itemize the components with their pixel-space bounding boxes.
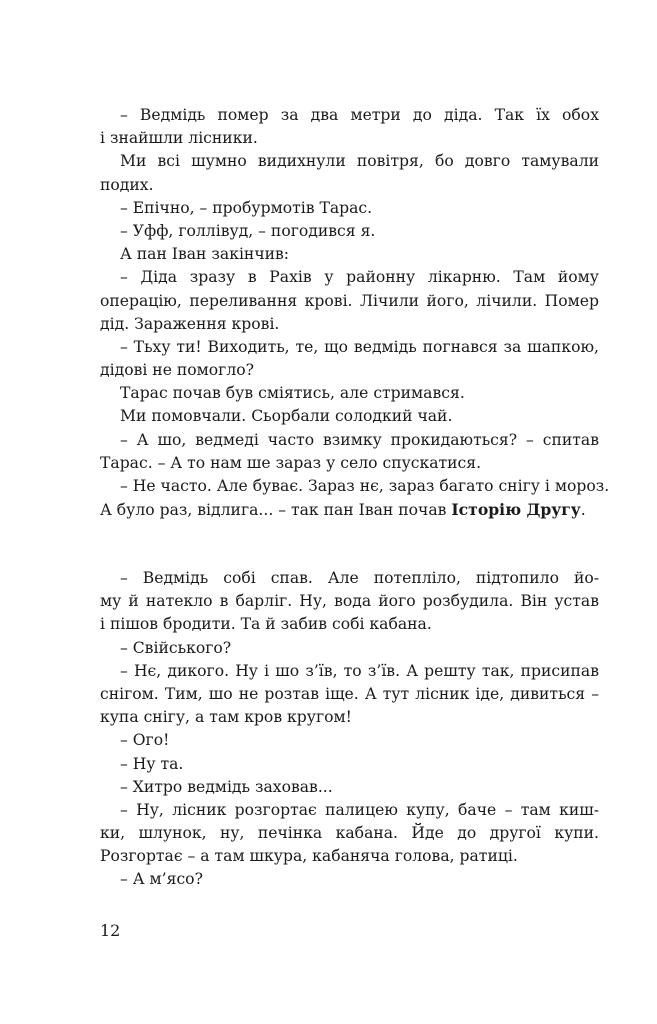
line-text: – Ведмідь собі спав. Але потепліло, підтопило йо- [120,569,599,587]
text-line [100,776,599,799]
text-line [100,498,599,521]
line-text: дід. Зараження крові. [100,314,280,333]
line-text: – Уфф, голлівуд, – погодився я. [120,221,376,240]
text-line [100,613,599,636]
line-text: – Тьху ти! Виходить, те, що ведмідь погнався за шапкою, [120,337,599,356]
line-text: – Ого! [120,731,170,750]
line-text: – Епічно, – пробурмотів Тарас. [120,198,373,217]
text-line [100,868,599,891]
line-text: подих. [100,175,154,194]
line-text: ки, шлунок, ну, печінка кабана. Йде до другої купи. [100,824,599,843]
line-text: – Діда зразу в Рахів у районну лікарню. Там йому [120,268,599,287]
line-text: – Свійського? [120,638,232,657]
line-text: і пішов бродити. Та й забив собі кабана. [100,615,432,634]
text-line [100,567,599,590]
line-text: і знайшли лісники. [100,129,258,148]
line-text: – Ну та. [120,754,184,773]
line-text: – Хитро ведмідь заховав... [120,777,333,796]
text-line [100,729,599,752]
text-line [100,405,599,428]
line-text: Тарас. – А то нам ше зараз у село спускатися. [100,453,482,472]
text-line [100,220,599,243]
text-line [100,382,599,405]
line-text: операцію, переливання крові. Лічили його, лічили. Помер [100,291,599,310]
story-title-bold: Історію Другу [451,500,581,520]
line-text: Ми всі шумно видихнули повітря, бо довго тамували [120,152,599,171]
line-text: – Нє, дикого. Ну і шо з’їв, то з’їв. А решту так, присипав [120,661,599,680]
text-line [100,174,599,197]
text-line [100,822,599,845]
text-line [100,104,599,127]
line-text: Тарас почав був сміятись, але стримався. [120,384,465,403]
line-text: – А м’ясо? [120,870,203,889]
text-line [100,266,599,289]
text-line [100,590,599,613]
text-line [100,845,599,868]
line-text: А пан Іван закінчив: [120,245,290,264]
text-line [100,683,599,706]
text-line [100,637,599,660]
text-line [100,359,599,382]
line-text: – Не часто. Але буває. Зараз нє, зараз багато снігу і мороз. [120,477,610,495]
line-text: А було раз, відлига... – так пан Іван почав [100,501,447,520]
text-line [100,336,599,359]
text-line [100,429,599,452]
text-line [100,313,599,336]
text-block-1 [100,104,610,521]
line-tail: . [580,501,586,520]
line-text: Ми помовчали. Сьорбали солодкий чай. [120,407,453,426]
text-line [100,799,599,822]
text-block-2 [100,567,599,892]
line-text: купа снігу, а там кров кругом! [100,708,352,727]
text-line [100,753,599,776]
line-text: Розгортає – а там шкура, кабаняча голова, ратиці. [100,847,518,866]
text-line [100,475,610,498]
text-line [100,127,599,150]
text-line [100,706,599,729]
text-line [100,452,599,475]
line-text: – Ну, лісник розгортає палицею купу, баче – там киш- [120,800,599,819]
text-line [100,660,599,683]
line-text: – Ведмідь помер за два метри до діда. Так їх обох [120,106,599,124]
text-line [100,150,599,173]
line-text: му й натекло в барліг. Ну, вода його розбудила. Він устав [100,592,599,611]
text-line [100,197,599,220]
line-text: снігом. Тим, шо не розтав іще. А тут лісник іде, дивиться – [100,684,599,703]
text-line [100,290,599,313]
text-line [100,243,599,266]
line-text: дідові не помогло? [100,361,255,380]
line-text: – А шо, ведмеді часто взимку прокидаються? – спитав [120,430,599,449]
page-number: 12 [100,921,121,940]
